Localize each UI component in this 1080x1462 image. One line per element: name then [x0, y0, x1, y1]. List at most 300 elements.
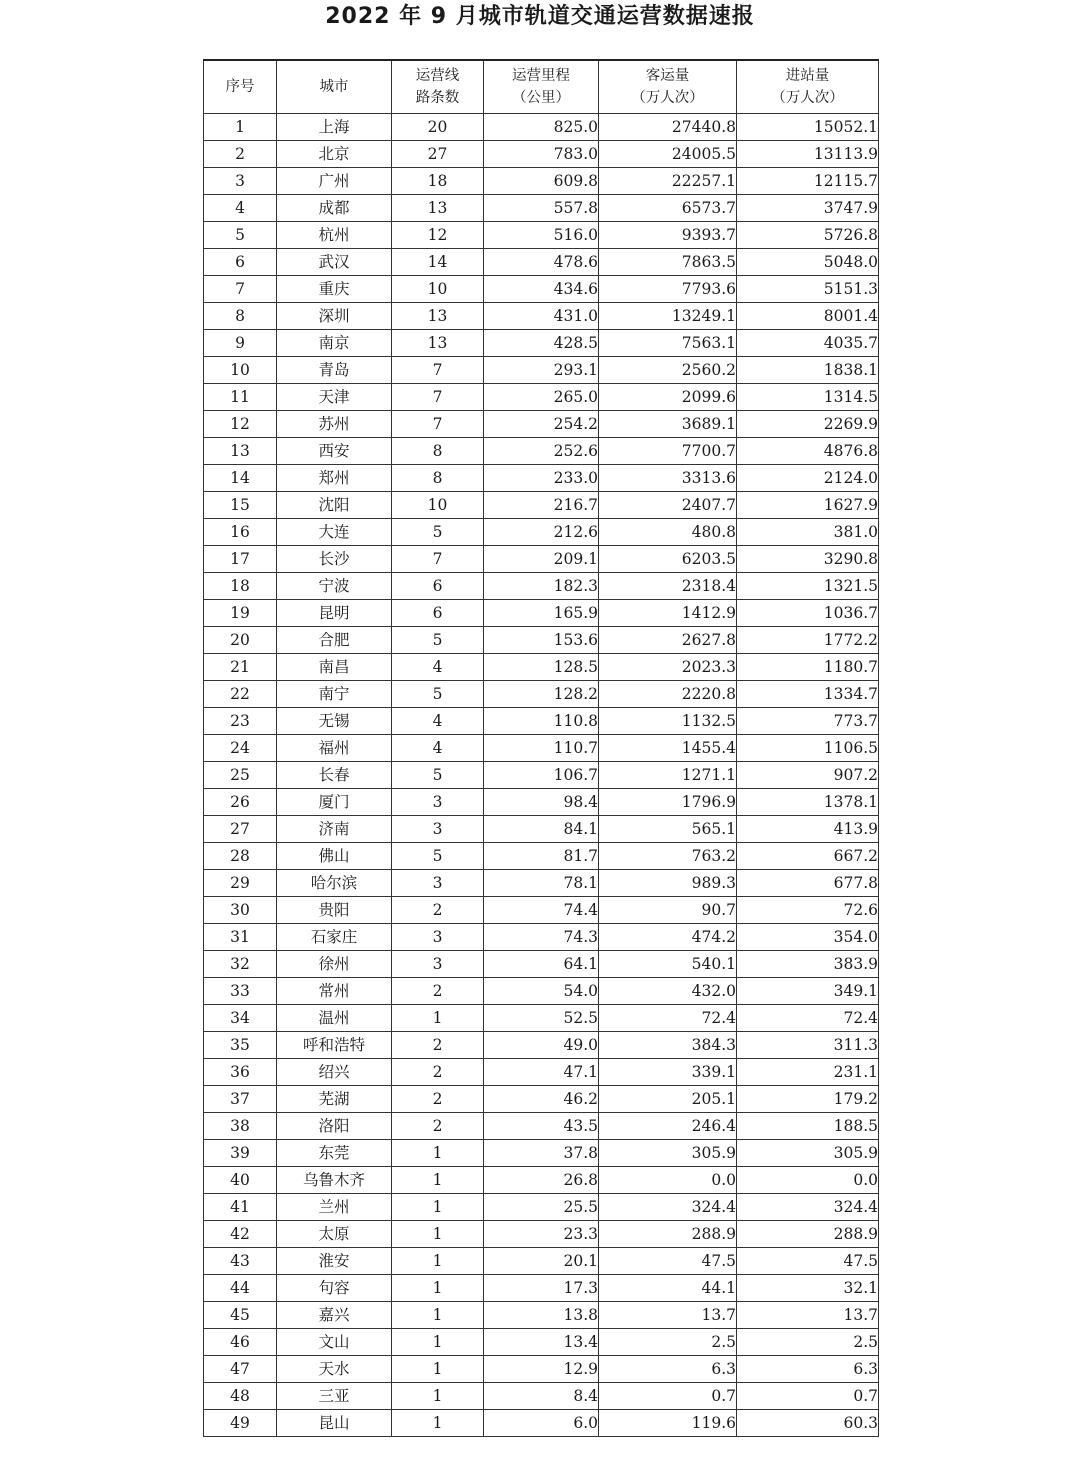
cell-city: 厦门 — [277, 789, 392, 816]
cell-ridership: 27440.8 — [599, 114, 737, 141]
cell-ridership: 13249.1 — [599, 303, 737, 330]
cell-index: 5 — [204, 222, 277, 249]
cell-city: 三亚 — [277, 1383, 392, 1410]
cell-entries: 2.5 — [737, 1329, 879, 1356]
cell-lines: 8 — [392, 465, 484, 492]
header-lines-line2: 路条数 — [415, 90, 460, 106]
cell-city: 淮安 — [277, 1248, 392, 1275]
cell-index: 23 — [204, 708, 277, 735]
cell-city: 苏州 — [277, 411, 392, 438]
cell-index: 41 — [204, 1194, 277, 1221]
cell-lines: 6 — [392, 573, 484, 600]
cell-index: 25 — [204, 762, 277, 789]
cell-city: 北京 — [277, 141, 392, 168]
cell-index: 39 — [204, 1140, 277, 1167]
cell-mileage: 49.0 — [484, 1032, 599, 1059]
cell-ridership: 7793.6 — [599, 276, 737, 303]
cell-lines: 8 — [392, 438, 484, 465]
cell-city: 石家庄 — [277, 924, 392, 951]
table-row — [204, 330, 879, 357]
cell-mileage: 431.0 — [484, 303, 599, 330]
cell-ridership: 480.8 — [599, 519, 737, 546]
cell-entries: 1772.2 — [737, 627, 879, 654]
cell-ridership: 119.6 — [599, 1410, 737, 1437]
cell-city: 温州 — [277, 1005, 392, 1032]
cell-lines: 13 — [392, 330, 484, 357]
cell-ridership: 90.7 — [599, 897, 737, 924]
cell-city: 杭州 — [277, 222, 392, 249]
cell-lines: 13 — [392, 195, 484, 222]
cell-index: 31 — [204, 924, 277, 951]
table-row — [204, 762, 879, 789]
cell-city: 嘉兴 — [277, 1302, 392, 1329]
table-row — [204, 897, 879, 924]
table-row — [204, 789, 879, 816]
cell-entries: 773.7 — [737, 708, 879, 735]
cell-mileage: 110.8 — [484, 708, 599, 735]
cell-index: 21 — [204, 654, 277, 681]
cell-city: 徐州 — [277, 951, 392, 978]
header-entries-line1: 进站量 — [785, 68, 830, 84]
cell-ridership: 6203.5 — [599, 546, 737, 573]
cell-ridership: 205.1 — [599, 1086, 737, 1113]
cell-lines: 3 — [392, 816, 484, 843]
cell-mileage: 17.3 — [484, 1275, 599, 1302]
header-entries — [737, 60, 879, 114]
cell-lines: 3 — [392, 789, 484, 816]
table-row — [204, 249, 879, 276]
cell-lines: 14 — [392, 249, 484, 276]
cell-city: 重庆 — [277, 276, 392, 303]
cell-index: 12 — [204, 411, 277, 438]
table-row — [204, 1113, 879, 1140]
cell-entries: 72.6 — [737, 897, 879, 924]
table-row — [204, 1086, 879, 1113]
cell-index: 7 — [204, 276, 277, 303]
cell-mileage: 609.8 — [484, 168, 599, 195]
cell-lines: 1 — [392, 1410, 484, 1437]
cell-entries: 5048.0 — [737, 249, 879, 276]
cell-lines: 1 — [392, 1140, 484, 1167]
cell-index: 20 — [204, 627, 277, 654]
cell-mileage: 212.6 — [484, 519, 599, 546]
table-row — [204, 438, 879, 465]
cell-entries: 1321.5 — [737, 573, 879, 600]
cell-entries: 305.9 — [737, 1140, 879, 1167]
cell-entries: 13113.9 — [737, 141, 879, 168]
cell-ridership: 2220.8 — [599, 681, 737, 708]
cell-ridership: 47.5 — [599, 1248, 737, 1275]
cell-city: 长沙 — [277, 546, 392, 573]
table-row — [204, 816, 879, 843]
cell-index: 22 — [204, 681, 277, 708]
header-mileage-line2: （公里） — [512, 90, 570, 106]
cell-lines: 20 — [392, 114, 484, 141]
cell-city: 上海 — [277, 114, 392, 141]
cell-entries: 1036.7 — [737, 600, 879, 627]
cell-city: 郑州 — [277, 465, 392, 492]
cell-ridership: 13.7 — [599, 1302, 737, 1329]
table-row — [204, 384, 879, 411]
cell-entries: 72.4 — [737, 1005, 879, 1032]
cell-city: 福州 — [277, 735, 392, 762]
cell-entries: 2124.0 — [737, 465, 879, 492]
cell-entries: 47.5 — [737, 1248, 879, 1275]
cell-mileage: 20.1 — [484, 1248, 599, 1275]
cell-ridership: 432.0 — [599, 978, 737, 1005]
cell-city: 东莞 — [277, 1140, 392, 1167]
cell-ridership: 1796.9 — [599, 789, 737, 816]
cell-mileage: 98.4 — [484, 789, 599, 816]
table-row — [204, 141, 879, 168]
cell-lines: 1 — [392, 1194, 484, 1221]
cell-city: 济南 — [277, 816, 392, 843]
cell-ridership: 1412.9 — [599, 600, 737, 627]
cell-lines: 1 — [392, 1356, 484, 1383]
table-row — [204, 654, 879, 681]
cell-lines: 13 — [392, 303, 484, 330]
header-ridership-line2: （万人次） — [631, 90, 704, 106]
cell-entries: 5726.8 — [737, 222, 879, 249]
cell-lines: 1 — [392, 1275, 484, 1302]
cell-ridership: 246.4 — [599, 1113, 737, 1140]
cell-city: 常州 — [277, 978, 392, 1005]
cell-lines: 5 — [392, 627, 484, 654]
cell-city: 沈阳 — [277, 492, 392, 519]
cell-index: 47 — [204, 1356, 277, 1383]
table-body — [204, 114, 879, 1437]
cell-entries: 8001.4 — [737, 303, 879, 330]
cell-ridership: 2318.4 — [599, 573, 737, 600]
cell-entries: 1180.7 — [737, 654, 879, 681]
cell-ridership: 384.3 — [599, 1032, 737, 1059]
table-row — [204, 681, 879, 708]
cell-city: 深圳 — [277, 303, 392, 330]
cell-mileage: 81.7 — [484, 843, 599, 870]
table-row — [204, 1059, 879, 1086]
cell-entries: 1838.1 — [737, 357, 879, 384]
table-row — [204, 1194, 879, 1221]
cell-lines: 10 — [392, 276, 484, 303]
cell-mileage: 428.5 — [484, 330, 599, 357]
cell-ridership: 22257.1 — [599, 168, 737, 195]
table-row — [204, 978, 879, 1005]
cell-lines: 1 — [392, 1329, 484, 1356]
cell-mileage: 37.8 — [484, 1140, 599, 1167]
cell-mileage: 233.0 — [484, 465, 599, 492]
table-row — [204, 1356, 879, 1383]
cell-city: 太原 — [277, 1221, 392, 1248]
cell-entries: 13.7 — [737, 1302, 879, 1329]
cell-mileage: 26.8 — [484, 1167, 599, 1194]
cell-mileage: 43.5 — [484, 1113, 599, 1140]
cell-entries: 188.5 — [737, 1113, 879, 1140]
cell-index: 34 — [204, 1005, 277, 1032]
cell-index: 32 — [204, 951, 277, 978]
table-row — [204, 1140, 879, 1167]
cell-entries: 0.7 — [737, 1383, 879, 1410]
cell-ridership: 2099.6 — [599, 384, 737, 411]
cell-ridership: 3689.1 — [599, 411, 737, 438]
cell-index: 36 — [204, 1059, 277, 1086]
cell-entries: 32.1 — [737, 1275, 879, 1302]
cell-mileage: 13.4 — [484, 1329, 599, 1356]
cell-lines: 1 — [392, 1383, 484, 1410]
cell-entries: 677.8 — [737, 870, 879, 897]
cell-city: 哈尔滨 — [277, 870, 392, 897]
cell-ridership: 474.2 — [599, 924, 737, 951]
cell-mileage: 25.5 — [484, 1194, 599, 1221]
cell-city: 南昌 — [277, 654, 392, 681]
cell-entries: 3747.9 — [737, 195, 879, 222]
cell-ridership: 72.4 — [599, 1005, 737, 1032]
cell-mileage: 516.0 — [484, 222, 599, 249]
cell-lines: 5 — [392, 762, 484, 789]
cell-city: 佛山 — [277, 843, 392, 870]
header-city: 城市 — [277, 60, 392, 114]
cell-index: 16 — [204, 519, 277, 546]
header-row — [204, 60, 879, 114]
cell-mileage: 23.3 — [484, 1221, 599, 1248]
cell-lines: 4 — [392, 735, 484, 762]
cell-entries: 5151.3 — [737, 276, 879, 303]
cell-city: 昆山 — [277, 1410, 392, 1437]
header-entries-line2: （万人次） — [771, 90, 844, 106]
cell-mileage: 47.1 — [484, 1059, 599, 1086]
cell-mileage: 64.1 — [484, 951, 599, 978]
cell-lines: 2 — [392, 897, 484, 924]
cell-mileage: 293.1 — [484, 357, 599, 384]
cell-city: 成都 — [277, 195, 392, 222]
cell-entries: 288.9 — [737, 1221, 879, 1248]
cell-city: 大连 — [277, 519, 392, 546]
cell-city: 绍兴 — [277, 1059, 392, 1086]
header-mileage — [484, 60, 599, 114]
cell-ridership: 2.5 — [599, 1329, 737, 1356]
table-row — [204, 1329, 879, 1356]
cell-entries: 179.2 — [737, 1086, 879, 1113]
cell-mileage: 216.7 — [484, 492, 599, 519]
table-row — [204, 411, 879, 438]
cell-mileage: 52.5 — [484, 1005, 599, 1032]
cell-mileage: 128.2 — [484, 681, 599, 708]
cell-city: 天津 — [277, 384, 392, 411]
cell-mileage: 254.2 — [484, 411, 599, 438]
cell-index: 3 — [204, 168, 277, 195]
cell-city: 武汉 — [277, 249, 392, 276]
cell-ridership: 288.9 — [599, 1221, 737, 1248]
cell-city: 青岛 — [277, 357, 392, 384]
cell-lines: 2 — [392, 1059, 484, 1086]
table-row — [204, 1167, 879, 1194]
cell-ridership: 7700.7 — [599, 438, 737, 465]
cell-ridership: 0.7 — [599, 1383, 737, 1410]
cell-city: 南京 — [277, 330, 392, 357]
cell-lines: 1 — [392, 1248, 484, 1275]
cell-lines: 10 — [392, 492, 484, 519]
cell-entries: 381.0 — [737, 519, 879, 546]
table-row — [204, 546, 879, 573]
cell-entries: 12115.7 — [737, 168, 879, 195]
table-row — [204, 1221, 879, 1248]
cell-index: 19 — [204, 600, 277, 627]
cell-index: 6 — [204, 249, 277, 276]
cell-mileage: 78.1 — [484, 870, 599, 897]
cell-lines: 5 — [392, 519, 484, 546]
table-row — [204, 114, 879, 141]
table-row — [204, 1302, 879, 1329]
cell-mileage: 84.1 — [484, 816, 599, 843]
cell-ridership: 989.3 — [599, 870, 737, 897]
cell-city: 广州 — [277, 168, 392, 195]
cell-mileage: 13.8 — [484, 1302, 599, 1329]
data-table — [203, 59, 879, 1437]
cell-lines: 1 — [392, 1005, 484, 1032]
cell-city: 宁波 — [277, 573, 392, 600]
cell-index: 14 — [204, 465, 277, 492]
table-row — [204, 195, 879, 222]
cell-mileage: 12.9 — [484, 1356, 599, 1383]
cell-lines: 5 — [392, 843, 484, 870]
cell-city: 昆明 — [277, 600, 392, 627]
cell-mileage: 110.7 — [484, 735, 599, 762]
cell-index: 44 — [204, 1275, 277, 1302]
cell-entries: 1106.5 — [737, 735, 879, 762]
cell-index: 37 — [204, 1086, 277, 1113]
cell-index: 29 — [204, 870, 277, 897]
cell-index: 49 — [204, 1410, 277, 1437]
cell-entries: 413.9 — [737, 816, 879, 843]
table-row — [204, 843, 879, 870]
table-header — [204, 60, 879, 114]
cell-ridership: 324.4 — [599, 1194, 737, 1221]
cell-entries: 667.2 — [737, 843, 879, 870]
cell-lines: 7 — [392, 357, 484, 384]
cell-ridership: 305.9 — [599, 1140, 737, 1167]
cell-index: 15 — [204, 492, 277, 519]
cell-index: 18 — [204, 573, 277, 600]
cell-index: 1 — [204, 114, 277, 141]
cell-index: 43 — [204, 1248, 277, 1275]
cell-index: 8 — [204, 303, 277, 330]
cell-city: 乌鲁木齐 — [277, 1167, 392, 1194]
cell-entries: 231.1 — [737, 1059, 879, 1086]
cell-index: 2 — [204, 141, 277, 168]
cell-mileage: 153.6 — [484, 627, 599, 654]
table-row — [204, 870, 879, 897]
cell-city: 贵阳 — [277, 897, 392, 924]
cell-index: 13 — [204, 438, 277, 465]
cell-entries: 4876.8 — [737, 438, 879, 465]
cell-lines: 7 — [392, 411, 484, 438]
table-row — [204, 276, 879, 303]
cell-lines: 2 — [392, 978, 484, 1005]
table-row — [204, 465, 879, 492]
cell-city: 合肥 — [277, 627, 392, 654]
cell-ridership: 2560.2 — [599, 357, 737, 384]
cell-entries: 15052.1 — [737, 114, 879, 141]
cell-entries: 1334.7 — [737, 681, 879, 708]
cell-ridership: 9393.7 — [599, 222, 737, 249]
cell-mileage: 825.0 — [484, 114, 599, 141]
cell-entries: 2269.9 — [737, 411, 879, 438]
cell-ridership: 763.2 — [599, 843, 737, 870]
cell-lines: 4 — [392, 708, 484, 735]
table-row — [204, 735, 879, 762]
cell-lines: 7 — [392, 384, 484, 411]
cell-lines: 2 — [392, 1086, 484, 1113]
cell-entries: 324.4 — [737, 1194, 879, 1221]
table-row — [204, 519, 879, 546]
cell-ridership: 2627.8 — [599, 627, 737, 654]
cell-index: 40 — [204, 1167, 277, 1194]
cell-lines: 18 — [392, 168, 484, 195]
header-mileage-line1: 运营里程 — [512, 68, 570, 84]
cell-mileage: 265.0 — [484, 384, 599, 411]
cell-ridership: 1271.1 — [599, 762, 737, 789]
table-row — [204, 627, 879, 654]
cell-lines: 1 — [392, 1167, 484, 1194]
cell-mileage: 46.2 — [484, 1086, 599, 1113]
table-row — [204, 303, 879, 330]
cell-mileage: 165.9 — [484, 600, 599, 627]
header-index: 序号 — [204, 60, 277, 114]
table-row — [204, 222, 879, 249]
cell-entries: 4035.7 — [737, 330, 879, 357]
cell-entries: 60.3 — [737, 1410, 879, 1437]
cell-ridership: 1455.4 — [599, 735, 737, 762]
cell-entries: 349.1 — [737, 978, 879, 1005]
cell-ridership: 7863.5 — [599, 249, 737, 276]
cell-index: 10 — [204, 357, 277, 384]
table-row — [204, 708, 879, 735]
header-ridership-line1: 客运量 — [645, 68, 690, 84]
cell-entries: 383.9 — [737, 951, 879, 978]
table-row — [204, 573, 879, 600]
cell-ridership: 339.1 — [599, 1059, 737, 1086]
table-row — [204, 600, 879, 627]
cell-lines: 2 — [392, 1032, 484, 1059]
cell-ridership: 7563.1 — [599, 330, 737, 357]
cell-mileage: 8.4 — [484, 1383, 599, 1410]
cell-city: 句容 — [277, 1275, 392, 1302]
cell-index: 28 — [204, 843, 277, 870]
cell-mileage: 557.8 — [484, 195, 599, 222]
cell-lines: 5 — [392, 681, 484, 708]
cell-index: 4 — [204, 195, 277, 222]
cell-mileage: 182.3 — [484, 573, 599, 600]
cell-city: 文山 — [277, 1329, 392, 1356]
table-row — [204, 1383, 879, 1410]
cell-entries: 354.0 — [737, 924, 879, 951]
cell-mileage: 74.3 — [484, 924, 599, 951]
table-row — [204, 951, 879, 978]
cell-entries: 3290.8 — [737, 546, 879, 573]
cell-ridership: 540.1 — [599, 951, 737, 978]
cell-lines: 27 — [392, 141, 484, 168]
cell-lines: 3 — [392, 924, 484, 951]
cell-mileage: 128.5 — [484, 654, 599, 681]
cell-lines: 2 — [392, 1113, 484, 1140]
cell-lines: 3 — [392, 870, 484, 897]
cell-ridership: 2407.7 — [599, 492, 737, 519]
cell-city: 无锡 — [277, 708, 392, 735]
table-row — [204, 168, 879, 195]
cell-lines: 3 — [392, 951, 484, 978]
cell-mileage: 209.1 — [484, 546, 599, 573]
cell-ridership: 44.1 — [599, 1275, 737, 1302]
cell-index: 27 — [204, 816, 277, 843]
